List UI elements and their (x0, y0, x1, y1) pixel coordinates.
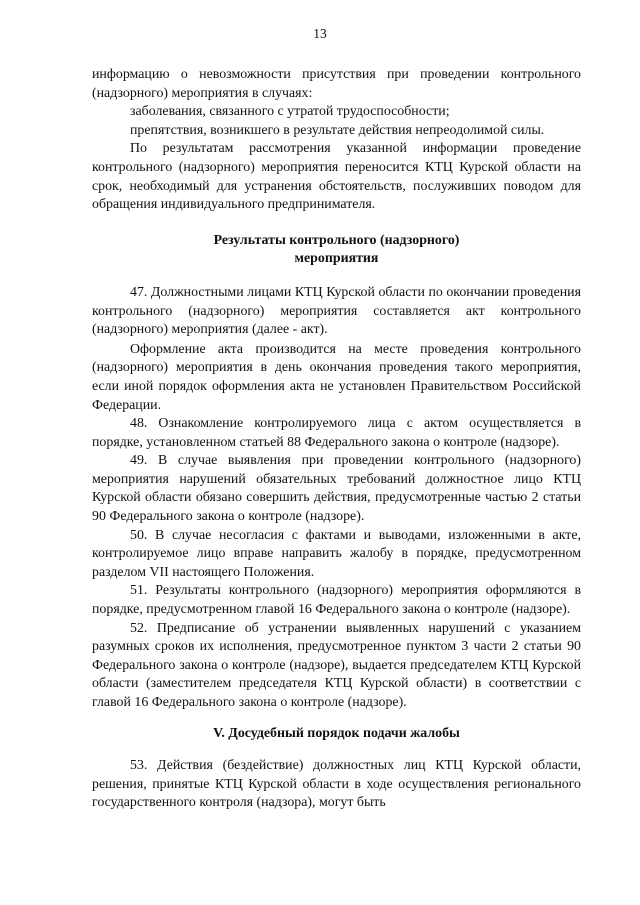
heading-results-line1: Результаты контрольного (надзорного) (213, 232, 460, 248)
paragraph-51: 51. Результаты контрольного (надзорного) мероприятия оформляются в порядке, предусмотренном главой 16 Федерального закона о контроле (надзоре). (92, 583, 581, 618)
heading-results-line2: мероприятия (294, 251, 379, 267)
paragraph-case-force-majeure: препятствия, возникшего в результате действия непреодолимой силы. (130, 122, 545, 138)
paragraph-49: 49. В случае выявления при проведении контрольного (надзорного) мероприятия нарушений обязательных требований должностное лицо КТЦ Курской области обязано совершить действия, предусмотренные частью 2 статьи 90 Федерального закона о контроле (надзоре). (92, 453, 581, 525)
paragraph-47: 47. Должностными лицами КТЦ Курской области по окончании проведения контрольного (надзорного) мероприятия составляется акт контрольного (надзорного) мероприятия (далее - акт). (92, 284, 581, 338)
heading-section-5: V. Досудебный порядок подачи жалобы (213, 725, 460, 741)
paragraph-postponement: По результатам рассмотрения указанной информации проведение контрольного (надзорного) мероприятия переносится КТЦ Курской области на срок, необходимый для устранения обстоятельств, послуживших поводом для обращения индивидуального предпринимателя. (92, 141, 581, 213)
paragraph-50: 50. В случае несогласия с фактами и выводами, изложенными в акте, контролируемое лицо вправе направить жалобу в порядке, предусмотренном разделом VII настоящего Положения. (92, 527, 581, 580)
paragraph-case-illness: заболевания, связанного с утратой трудоспособности; (130, 104, 450, 120)
heading-results (92, 232, 581, 269)
paragraph-48: 48. Ознакомление контролируемого лица с актом осуществляется в порядке, установленном статьей 88 Федерального закона о контроле (надзоре). (92, 416, 581, 450)
document-body (92, 66, 581, 813)
page-number: 13 (313, 26, 327, 41)
paragraph-53: 53. Действия (бездействие) должностных лиц КТЦ Курской области, решения, принятые КТЦ Курской области в ходе осуществления регионального государственного контроля (надзора), могут быть (92, 758, 581, 811)
paragraph-continuation: информацию о невозможности присутствия при проведении контрольного (надзорного) мероприятия в случаях: (92, 67, 581, 101)
paragraph-52: 52. Предписание об устранении выявленных нарушений с указанием разумных сроков их исполнения, предусмотренное пунктом 3 части 2 статьи 90 Федерального закона о контроле (надзоре), выдается председателем КТЦ Курской области (заместителем председателя КТЦ Курской области) в соответствии с главой 16 Федерального закона о контроле (надзоре). (92, 620, 581, 710)
paragraph-47-act-form: Оформление акта производится на месте проведения контрольного (надзорного) мероприятия в день окончания проведения такого мероприятия, если иной порядок оформления акта не установлен Правительством Российской Федерации. (92, 341, 581, 413)
